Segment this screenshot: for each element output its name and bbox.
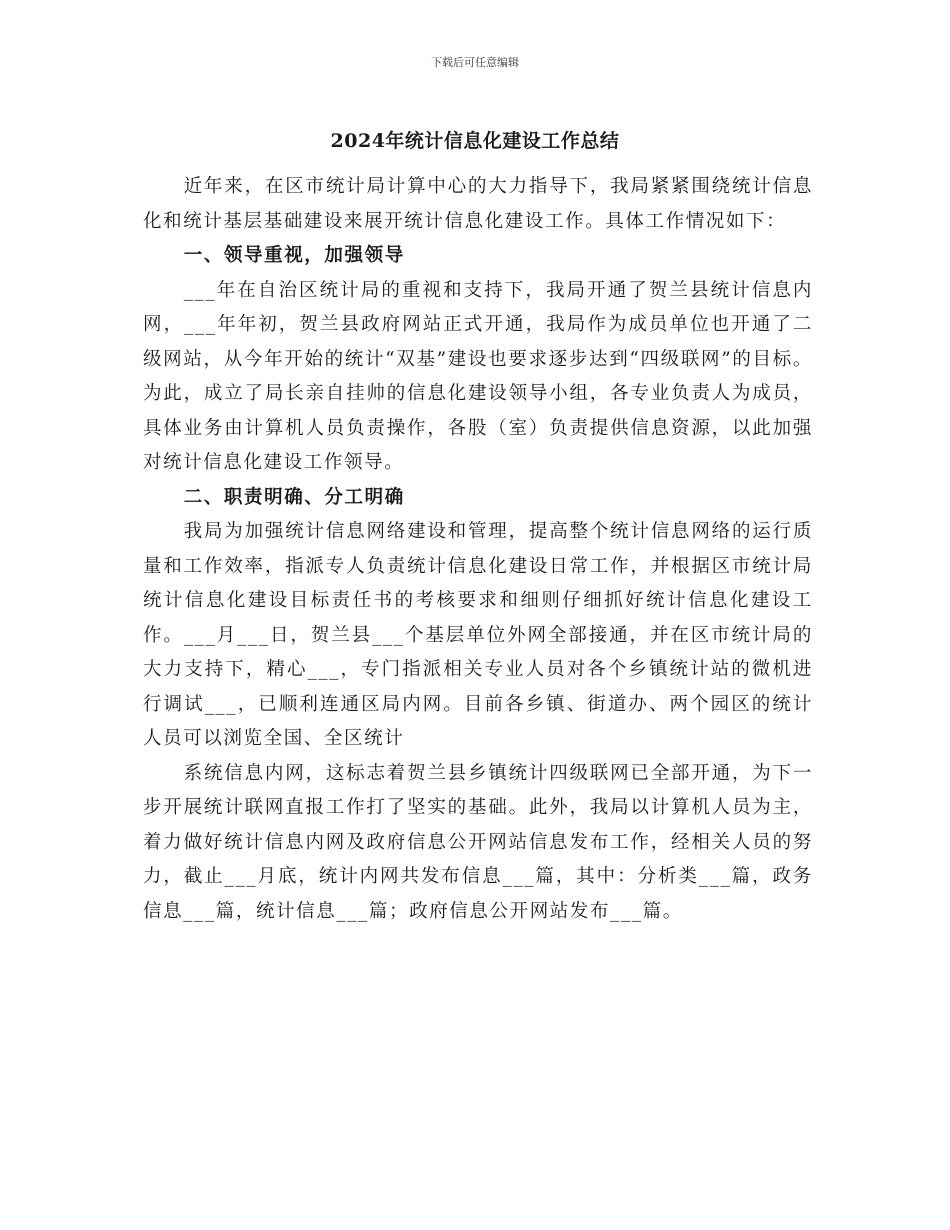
- page-header-note: 下载后可任意编辑: [431, 56, 519, 69]
- section-heading: 一、领导重视，加强领导: [183, 245, 405, 266]
- intro-paragraph: 近年来，在区市统计局计算中心的大力指导下，我局紧紧围绕统计信息化和统计基层基础建设来展开统计信息化建设工作。具体工作情况如下：: [143, 176, 813, 232]
- document-title: 2024年统计信息化建设工作总结: [330, 130, 620, 152]
- section-heading: 二、职责明确、分工明确: [183, 486, 405, 508]
- body-paragraph: 我局为加强统计信息网络建设和管理，提高整个统计信息网络的运行质量和工作效率，指派专人负责统计信息化建设日常工作，并根据区市统计局统计信息化建设目标责任书的考核要求和细则仔细抓好统计信息化建设工作。___月___日，贺兰县___个基层单位外网全部接通，并在区市统计局的大力支持下，精心___，专门指派相关专业人员对各个乡镇统计站的微机进行调试___，已顺利连通区局内网。目前各乡镇、街道办、两个园区的统计人员可以浏览全国、全区统计: [143, 521, 813, 749]
- body-paragraph: 系统信息内网，这标志着贺兰县乡镇统计四级联网已全部开通，为下一步开展统计联网直报工作打了坚实的基础。此外，我局以计算机人员为主，着力做好统计信息内网及政府信息公开网站信息发布工作，经相关人员的努力，截止___月底，统计内网共发布信息___篇，其中：分析类___篇，政务信息___篇，统计信息___篇；政府信息公开网站发布___篇。: [143, 762, 813, 922]
- document-body: [143, 170, 813, 929]
- body-paragraph: ___年在自治区统计局的重视和支持下，我局开通了贺兰县统计信息内网，___年年初，贺兰县政府网站正式开通，我局作为成员单位也开通了二级网站，从今年开始的统计“双基”建设也要求逐步达到“四级联网”的目标。为此，成立了局长亲自挂帅的信息化建设领导小组，各专业负责人为成员，具体业务由计算机人员负责操作，各股（室）负责提供信息资源，以此加强对统计信息化建设工作领导。: [143, 279, 813, 473]
